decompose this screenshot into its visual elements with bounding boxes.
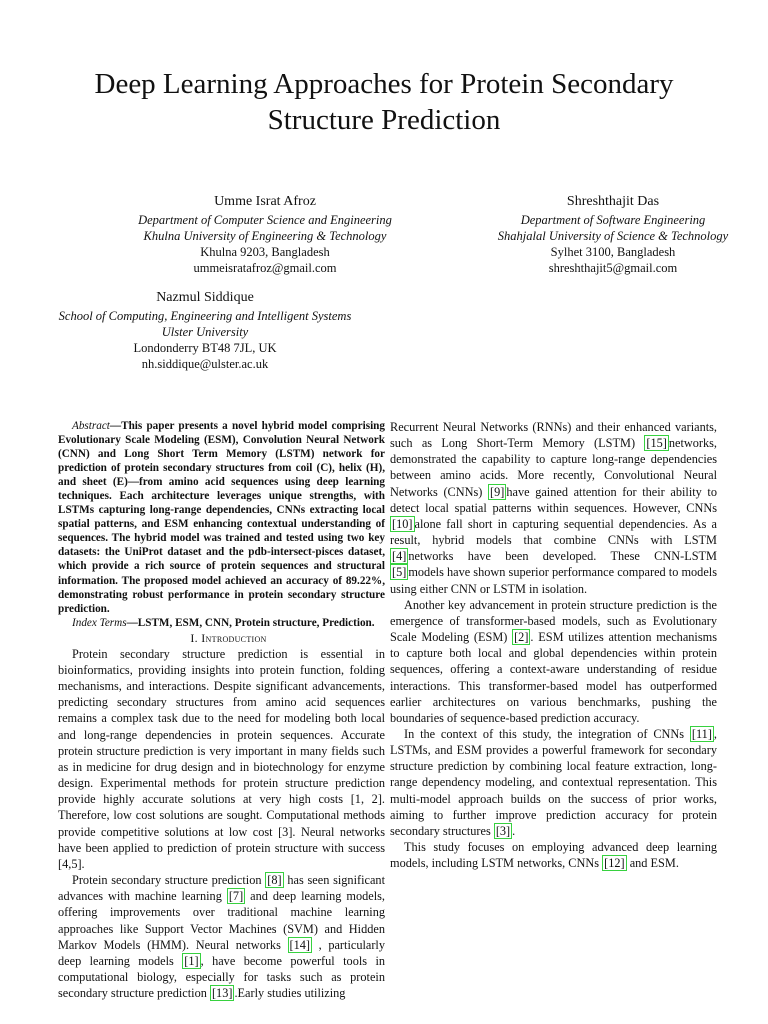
author-block-2 (468, 192, 758, 276)
author-email: shreshthajit5@gmail.com (548, 261, 678, 275)
text-run-split: networks, demonstrated the capability to capture long-range dependencies between amino acids. More recently, Convolutional Neural Networks (CNNs) (390, 436, 717, 499)
citation-link-5[interactable]: [5] (392, 565, 407, 580)
citation-link-1[interactable]: [1] (184, 953, 199, 968)
author-department: Department of Computer Science and Engineering (138, 213, 392, 227)
intro-paragraph-1: Protein secondary structure prediction is essential in bioinformatics, providing insights into protein function, folding mechanisms, and interactions. Despite significant advancements, predicting secondary structures from amino acid sequences remains a complex task due to the need for modeling both local and long-range dependencies in protein sequences. Accurate protein structure prediction is very important in many fields such as in medicine for drug design and in biotechnology for enzyme design. Experimental methods for protein structure prediction provide highly accurate solutions at very high costs [1, 2]. Therefore, low cost solutions are sought. Computational methods provide competitive solutions at low cost [3]. Neural networks have been applied to prediction of protein structure with success [4,5]. (58, 646, 385, 871)
citation-link-4[interactable]: [4] (392, 549, 407, 564)
abstract-text: —This paper presents a novel hybrid model comprising Evolutionary Scale Modeling (ESM), Convolution Neural Network (CNN) and Long Short Term Memory (LSTM) network for prediction of protein secondary structures from coil (C), helix (H), and sheet (E)—from amino acid sequences using deep learning techniques. Each architecture leverages unique strengths, with LSTMs capturing long-range dependencies, CNNs extracting local spatial patterns, and ESM enhancing contextual understanding of sequences. The hybrid model was trained and tested using two key datasets: the UniProt dataset and the pdb-intersect-pisces dataset, which provide a rich source of protein sequences and structural information. The proposed model achieved an accuracy of 89.22%, demonstrating robust performance in protein secondary structure prediction. (58, 420, 385, 615)
title-line-1: Deep Learning Approaches for Protein Secondary (94, 68, 674, 100)
author-department: Department of Software Engineering (520, 213, 706, 227)
text-run: has seen significant advances with machine learning (58, 873, 385, 904)
title-line-2: Structure Prediction (267, 104, 501, 136)
text-run-split: alone fall short in capturing sequential dependencies. As a result, hybrid models that combine CNNs with LSTM (390, 516, 717, 548)
text-run: and deep learning models, offering improvements over traditional machine learning approaches like Support Vector Machines (SVM) and Hidden Markov Models (HMM). Neural networks (58, 889, 385, 952)
text-run: Protein secondary structure prediction (72, 873, 266, 888)
author-address: Khulna 9203, Bangladesh (200, 245, 330, 259)
section-heading-introduction: I. Introduction (190, 630, 267, 645)
text-run-split: models have shown superior performance compared to models using either CNN or LSTM in isolation. (390, 565, 717, 596)
text-run: , particularly deep learning models (58, 937, 385, 968)
abstract-lead: Abstract (72, 420, 110, 432)
text-run: , have become powerful tools in computational biology, especially for tasks such as protein secondary structure prediction (58, 953, 386, 1001)
author-institution: Shahjalal University of Science & Technology (497, 229, 729, 243)
right-column (390, 419, 717, 871)
text-run-split: Recurrent Neural Networks (RNNs) and their enhanced variants, such as Long Short-Term Memory (LSTM) (390, 420, 717, 451)
author-block-1 (120, 192, 410, 276)
text-run: Another key advancement in protein structure prediction is the emergence of transformer-based models, such as Evolutionary Scale Modeling (ESM) (390, 597, 717, 645)
text-run-split: have gained attention for their ability to detect local spatial patterns within sequences. However, CNNs (390, 484, 717, 515)
citation-link-13[interactable]: [13] (211, 986, 233, 1001)
text-run: This study focuses on employing advanced deep learning models, including LSTM networks, CNNs (390, 840, 717, 871)
abstract (58, 419, 385, 616)
intro-paragraph-2-continued (390, 419, 717, 597)
citation-link-3[interactable]: [3] (495, 823, 511, 838)
author-name: Shreshthajit Das (566, 194, 660, 209)
citation-link-8[interactable]: [8] (267, 873, 282, 888)
author-name: Nazmul Siddique (156, 290, 254, 305)
author-address: Sylhet 3100, Bangladesh (550, 245, 676, 259)
author-email: ummeisratafroz@gmail.com (193, 261, 337, 275)
text-run: . (512, 823, 516, 838)
author-institution: Khulna University of Engineering & Technology (143, 229, 387, 243)
citation-link-12[interactable]: [12] (604, 856, 625, 871)
citation-link-11[interactable]: [11] (691, 726, 712, 741)
author-institution: Ulster University (161, 325, 249, 339)
intro-paragraph-2 (58, 872, 385, 1001)
citation-link-14[interactable]: [14] (289, 937, 310, 952)
text-run: . ESM utilizes attention mechanisms to capture both local and global dependencies within protein sequences, offering a context-aware understanding of residue interactions. This transformer-based model has outperformed earlier architectures on various benchmarks, pushing the boundaries of sequence-based prediction accuracy. (390, 630, 717, 725)
author-name: Umme Israt Afroz (214, 194, 316, 209)
intro-paragraph-5 (390, 839, 717, 871)
text-run-split: networks have been developed. These CNN-LSTM (408, 549, 717, 564)
citation-link-10[interactable]: [10] (392, 516, 413, 531)
author-email: nh.siddique@ulster.ac.uk (141, 357, 269, 371)
citation-link-15[interactable]: [15] (646, 436, 667, 451)
intro-paragraph-3 (390, 597, 717, 726)
paper-title (40, 66, 728, 138)
text-run: In the context of this study, the integration of CNNs (404, 726, 690, 741)
left-column (58, 419, 385, 1001)
index-terms-text: —LSTM, ESM, CNN, Protein structure, Prediction. (126, 616, 375, 629)
author-department: School of Computing, Engineering and Intelligent Systems (58, 309, 352, 323)
text-run: , LSTMs, and ESM provides a powerful framework for secondary structure prediction by combining local feature extraction, long-range dependency modeling, and contextual representation. This multi-model approach builds on the success of prior works, aiming to further improve prediction accuracy for protein secondary structures (390, 726, 717, 838)
index-terms (58, 616, 385, 630)
author-block-3 (55, 288, 355, 372)
index-terms-lead: Index Terms (72, 616, 127, 629)
citation-link-9[interactable]: [9] (490, 484, 505, 499)
citation-link-2[interactable]: [2] (514, 630, 529, 645)
author-address: Londonderry BT48 7JL, UK (133, 341, 277, 355)
text-run: .Early studies utilizing (234, 986, 346, 1001)
citation-link-7[interactable]: [7] (228, 889, 244, 904)
text-run: and ESM. (626, 856, 679, 871)
intro-paragraph-4 (390, 726, 717, 839)
